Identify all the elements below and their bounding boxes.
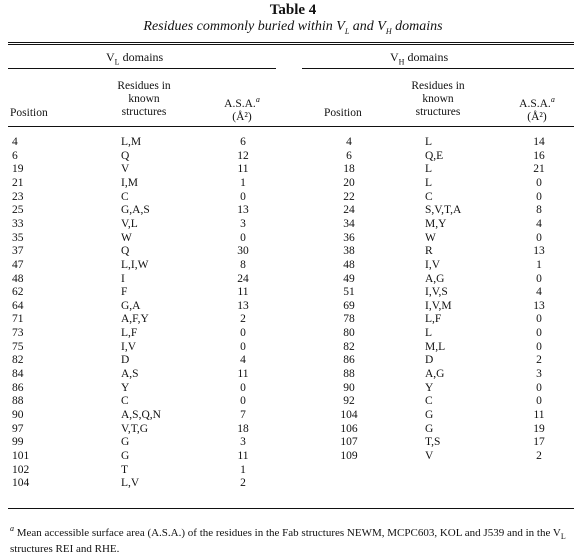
- vh-asa-cell: 0: [536, 176, 542, 189]
- vh-table-row: [0, 313, 586, 326]
- vh-table-row: [0, 341, 586, 354]
- vl-position-cell: 90: [12, 409, 24, 421]
- vh-position-cell: 106: [340, 422, 358, 435]
- vh-asa-cell: 11: [533, 409, 545, 421]
- vl-residues-cell: Q: [121, 245, 130, 258]
- vh-position-cell: 82: [343, 340, 355, 353]
- vh-asa-cell: 13: [533, 299, 545, 312]
- vh-residues-cell: L: [425, 176, 433, 189]
- vl-table-row: [0, 464, 586, 477]
- vh-asa-cell: 17: [533, 436, 545, 449]
- vl-group-rule: [8, 68, 276, 69]
- vl-residues-cell: W: [121, 231, 132, 244]
- vl-position-cell: 62: [12, 286, 24, 299]
- vh-asa-cell: 0: [536, 381, 542, 394]
- vl-asa-cell: 12: [237, 149, 249, 162]
- vh-residues-cell: D: [425, 354, 434, 367]
- vl-residues-header: [104, 80, 184, 119]
- vl-asa-cell: 3: [240, 436, 246, 449]
- vh-asa-cell: 2: [536, 354, 542, 367]
- vh-residues-cell: A,G: [425, 368, 445, 381]
- vh-position-cell: 92: [343, 395, 355, 408]
- vh-position-cell: 90: [343, 381, 355, 394]
- vh-residues-cell: L: [425, 163, 433, 176]
- vh-table-row: [0, 191, 586, 204]
- vl-asa-cell: 11: [237, 163, 249, 176]
- vh-table-row: [0, 163, 586, 176]
- vh-asa-cell: 0: [536, 340, 542, 353]
- vl-residues-cell: Y: [121, 381, 130, 394]
- vh-asa-cell: 13: [533, 245, 545, 258]
- vh-table-row: [0, 354, 586, 367]
- vl-residues-cell: F: [121, 286, 128, 299]
- vh-asa-cell: 3: [536, 368, 542, 381]
- vh-residues-cell: L: [425, 327, 433, 340]
- vh-residues-cell: I,V: [425, 258, 441, 271]
- vl-asa-cell: 11: [237, 368, 249, 381]
- vl-residues-cell: V,T,G: [121, 422, 149, 435]
- vh-position-cell: 107: [340, 436, 358, 449]
- vh-residues-header-line2: known: [422, 93, 454, 105]
- vh-table-row: [0, 136, 586, 149]
- vl-residues-cell: D: [121, 354, 130, 367]
- vl-position-cell: 6: [12, 149, 18, 162]
- vh-asa-cell: 1: [536, 258, 542, 271]
- vh-residues-cell: V: [425, 449, 434, 462]
- vl-position-cell: 21: [12, 176, 24, 189]
- vh-asa-cell: 0: [536, 231, 542, 244]
- vl-residues-cell: V: [121, 163, 130, 176]
- vh-table-row: [0, 327, 586, 340]
- footnote-text: Mean accessible surface area (A.S.A.) of the residues in the Fab structures NEWM, MCPC603, KOL and J539 and in the $V_L$ structures REI and RHE.: [10, 526, 566, 555]
- vl-asa-cell: 8: [240, 258, 246, 271]
- vl-residues-cell: I,M: [121, 176, 138, 189]
- vh-residues-cell: M,Y: [425, 217, 447, 230]
- vl-residues-cell: C: [121, 395, 129, 408]
- vh-table-row: [0, 368, 586, 381]
- vl-asa-cell: 11: [237, 286, 249, 299]
- footnote-marker: a: [10, 524, 14, 533]
- vh-position-cell: 22: [343, 190, 355, 203]
- vh-asa-cell: 19: [533, 422, 545, 435]
- vh-position-cell: 36: [343, 231, 355, 244]
- vl-asa-cell: 0: [240, 395, 246, 408]
- vh-position-cell: 51: [343, 286, 355, 299]
- vh-table-row: [0, 382, 586, 395]
- vl-asa-cell: 30: [237, 245, 249, 258]
- vh-asa-cell: 16: [533, 149, 545, 162]
- vh-table-row: [0, 177, 586, 190]
- vh-residues-header: [396, 80, 480, 119]
- vl-asa-cell: 0: [240, 340, 246, 353]
- vl-position-cell: 19: [12, 163, 24, 176]
- vl-asa-cell: 3: [240, 217, 246, 230]
- vh-residues-cell: I,V,S: [425, 286, 448, 299]
- vl-asa-cell: 13: [237, 204, 249, 217]
- vh-position-cell: 34: [343, 217, 355, 230]
- vh-residues-cell: W: [425, 231, 436, 244]
- bottom-rule: [8, 508, 574, 509]
- vh-position-cell: 48: [343, 258, 355, 271]
- vl-residues-cell: T: [121, 463, 129, 476]
- vl-position-cell: 25: [12, 204, 24, 217]
- vl-asa-cell: 18: [237, 422, 249, 435]
- vh-table-row: [0, 450, 586, 463]
- vh-asa-cell: 0: [536, 327, 542, 340]
- vl-position-cell: 71: [12, 313, 24, 326]
- vh-position-cell: 20: [343, 176, 355, 189]
- header-bottom-rule: [8, 126, 574, 127]
- vl-residues-cell: G: [121, 436, 130, 449]
- vh-position-cell: 80: [343, 327, 355, 340]
- table-subtitle: Residues commonly buried within $V_L$ and $V_H$ domains: [143, 19, 443, 36]
- vl-position-cell: 48: [12, 272, 24, 285]
- vh-position-cell: 109: [340, 449, 358, 462]
- vh-asa-header-line1: A.S.A.$^a$: [519, 95, 555, 110]
- vh-asa-cell: 2: [536, 449, 542, 462]
- vl-position-cell: 35: [12, 231, 24, 244]
- vl-residues-cell: G: [121, 449, 130, 462]
- vl-asa-cell: 7: [240, 409, 246, 421]
- vh-residues-header-line1: Residues in: [411, 80, 465, 92]
- vl-residues-cell: A,S,Q,N: [121, 409, 161, 421]
- vl-position-cell: 47: [12, 258, 24, 271]
- vl-asa-cell: 11: [237, 449, 249, 462]
- vh-table-row: [0, 409, 586, 422]
- vh-residues-cell: L: [425, 136, 433, 148]
- vl-position-cell: 104: [12, 477, 30, 490]
- vl-asa-cell: 1: [240, 463, 246, 476]
- vl-asa-cell: 0: [240, 381, 246, 394]
- vh-table-row: [0, 436, 586, 449]
- vl-asa-cell: 0: [240, 327, 246, 340]
- vh-residues-cell: R: [425, 245, 433, 258]
- vl-group-header: $V_L$ domains: [106, 50, 164, 67]
- vh-position-cell: 78: [343, 313, 355, 326]
- vl-asa-header-line2: (Å²): [232, 110, 252, 123]
- vh-residues-header-line3: structures: [415, 106, 461, 118]
- vl-asa-cell: 4: [240, 354, 246, 367]
- vh-group-header: $V_H$ domains: [390, 50, 449, 67]
- vl-position-cell: 37: [12, 245, 24, 258]
- vl-residues-cell: V,L: [121, 217, 138, 230]
- vh-table-row: [0, 150, 586, 163]
- vh-table-row: [0, 204, 586, 217]
- vh-asa-cell: 0: [536, 190, 542, 203]
- vh-table-row: [0, 395, 586, 408]
- vh-position-cell: 18: [343, 163, 355, 176]
- vh-asa-cell: 8: [536, 204, 542, 217]
- vh-residues-cell: G: [425, 422, 434, 435]
- vh-asa-cell: 14: [533, 136, 545, 148]
- vl-residues-cell: C: [121, 190, 129, 203]
- vh-asa-cell: 4: [536, 286, 542, 299]
- vl-asa-cell: 24: [237, 272, 249, 285]
- vl-residues-header-line3: structures: [121, 106, 167, 118]
- vh-table-row: [0, 245, 586, 258]
- vh-residues-cell: I,V,M: [425, 299, 452, 312]
- vl-position-cell: 101: [12, 449, 30, 462]
- vl-residues-cell: A,S: [121, 368, 139, 381]
- vl-position-cell: 4: [12, 136, 18, 148]
- vl-position-cell: 82: [12, 354, 24, 367]
- vl-position-cell: 33: [12, 217, 24, 230]
- vh-position-cell: 4: [346, 136, 352, 148]
- vl-position-cell: 99: [12, 436, 24, 449]
- vl-asa-cell: 1: [240, 176, 246, 189]
- vl-table-row: [0, 477, 586, 490]
- vl-asa-cell: 13: [237, 299, 249, 312]
- vh-table-row: [0, 273, 586, 286]
- vl-residues-cell: G,A,S: [121, 204, 150, 217]
- vl-position-cell: 73: [12, 327, 24, 340]
- vh-position-cell: 69: [343, 299, 355, 312]
- vh-table-row: [0, 286, 586, 299]
- top-rule: [8, 42, 574, 43]
- vl-position-cell: 102: [12, 463, 30, 476]
- vh-table-row: [0, 232, 586, 245]
- vl-position-header: Position: [10, 107, 48, 119]
- vh-position-cell: 38: [343, 245, 355, 258]
- vh-residues-cell: M,L: [425, 340, 446, 353]
- vh-asa-header: [508, 93, 566, 124]
- vh-residues-cell: S,V,T,A: [425, 204, 462, 217]
- vl-asa-header: [214, 93, 270, 124]
- vh-asa-cell: 21: [533, 163, 545, 176]
- vh-table-row: [0, 300, 586, 313]
- vh-asa-cell: 0: [536, 395, 542, 408]
- vh-residues-cell: L,F: [425, 313, 442, 326]
- vh-group-rule: [302, 68, 574, 69]
- vh-table-row: [0, 423, 586, 436]
- vl-residues-cell: L,I,W: [121, 258, 149, 271]
- vl-residues-cell: L,M: [121, 136, 142, 148]
- vl-residues-cell: A,F,Y: [121, 313, 149, 326]
- vl-asa-cell: 2: [240, 477, 246, 490]
- vl-asa-header-line1: A.S.A.$^a$: [224, 95, 260, 110]
- vh-position-cell: 88: [343, 368, 355, 381]
- vh-position-header: Position: [324, 107, 362, 119]
- vl-residues-cell: L,V: [121, 477, 140, 490]
- vh-residues-cell: C: [425, 190, 433, 203]
- vh-position-cell: 6: [346, 149, 352, 162]
- vh-residues-cell: C: [425, 395, 433, 408]
- vh-position-cell: 24: [343, 204, 355, 217]
- vh-position-cell: 86: [343, 354, 355, 367]
- vl-residues-cell: I,V: [121, 340, 137, 353]
- vl-residues-header-line1: Residues in: [117, 80, 171, 92]
- vh-asa-cell: 4: [536, 217, 542, 230]
- vh-position-cell: 104: [340, 409, 358, 421]
- vh-residues-cell: A,G: [425, 272, 445, 285]
- vl-residues-header-line2: known: [128, 93, 160, 105]
- vl-residues-cell: L,F: [121, 327, 138, 340]
- vh-asa-cell: 0: [536, 313, 542, 326]
- vh-residues-cell: Y: [425, 381, 434, 394]
- vh-asa-header-line2: (Å²): [527, 110, 547, 123]
- vh-table-row: [0, 259, 586, 272]
- vh-residues-cell: T,S: [425, 436, 441, 449]
- vl-position-cell: 75: [12, 340, 24, 353]
- vl-position-cell: 97: [12, 422, 24, 435]
- vl-asa-cell: 0: [240, 231, 246, 244]
- vh-residues-cell: G: [425, 409, 434, 421]
- vl-position-cell: 86: [12, 381, 24, 394]
- vh-table-row: [0, 218, 586, 231]
- top-rule-double: [8, 44, 574, 45]
- vl-residues-cell: I: [121, 272, 125, 285]
- table-title: Table 4: [269, 2, 317, 18]
- vl-asa-cell: 0: [240, 190, 246, 203]
- vh-asa-cell: 0: [536, 272, 542, 285]
- vh-residues-cell: Q,E: [425, 149, 444, 162]
- vl-position-cell: 84: [12, 368, 24, 381]
- vl-residues-cell: Q: [121, 149, 130, 162]
- vl-asa-cell: 6: [240, 136, 246, 148]
- vl-position-cell: 64: [12, 299, 24, 312]
- vl-position-cell: 23: [12, 190, 24, 203]
- vh-position-cell: 49: [343, 272, 355, 285]
- vl-residues-cell: G,A: [121, 299, 141, 312]
- vl-position-cell: 88: [12, 395, 24, 408]
- table-footnote: [10, 522, 570, 556]
- vl-asa-cell: 2: [240, 313, 246, 326]
